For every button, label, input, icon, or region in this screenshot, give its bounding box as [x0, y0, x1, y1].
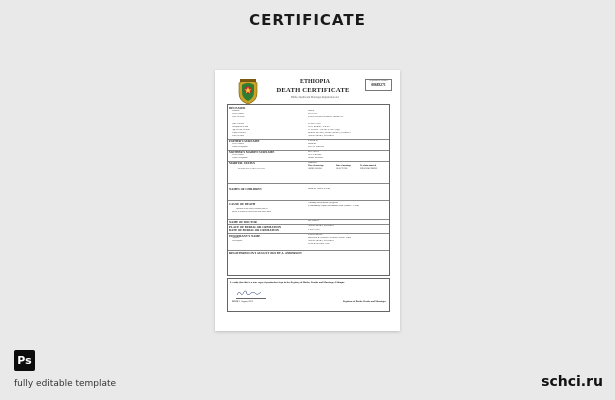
section-heading: DATE OF BURIAL OR CREMATION — [229, 228, 279, 232]
certificate-date — [232, 300, 253, 303]
row-value: HOME MAKER — [308, 157, 323, 159]
row-value: BERHE ISLAND, ADDIS ABABA, ETHIOPIA — [308, 132, 351, 134]
signature-line — [236, 298, 266, 299]
row-label: Age & Date of birth — [232, 129, 250, 131]
registration-number-label: Registration Number — [369, 80, 388, 82]
row-label: Description — [232, 240, 243, 242]
row-value: LUCY MARIE — [308, 154, 322, 156]
row-value: ROBERT — [308, 143, 317, 145]
marriage-label: MARRIAGE PARTICULARS — [238, 168, 265, 170]
section-heading: NAMES OF CHILDREN — [229, 187, 262, 191]
row-label: Usual residence — [232, 132, 246, 134]
row-label: Place of death — [232, 116, 245, 118]
row-label: Date of death — [232, 123, 244, 125]
row-value: 29 JULY 2022 — [308, 123, 321, 125]
certification-box — [227, 278, 390, 312]
row-value: FUNERAL DIRECTOR — [308, 243, 330, 245]
brand-name: schci.ru — [541, 374, 603, 390]
row-label: Given Names — [232, 154, 244, 156]
tagline: fully editable template — [14, 379, 117, 389]
section-heading-label: MOTHER'S MAIDEN SURNAME — [229, 150, 275, 154]
registered-by: REGISTERED ON 9 AUGUST 2022 BY A. ANDERSON — [229, 251, 302, 255]
photoshop-logo-icon: Ps — [14, 350, 35, 371]
section-heading: NAME OF DOCTOR — [229, 219, 257, 224]
particulars-table — [227, 104, 390, 276]
marriage-header: Date of marriage — [336, 165, 352, 167]
row-value: 25 YEARS - 3 MARCH 1997 (Age) — [308, 129, 340, 131]
date-value: 1 August 2022 — [239, 300, 254, 303]
burial-date-value: 2 JULY 2022 — [308, 228, 320, 231]
page-title: CERTIFICATE — [249, 11, 366, 29]
cause-line: Coronary artery disease (as given) — [308, 201, 339, 204]
certification-statement: I certify that this is a true copy of particulars kept in the Registry of Births, Deaths and Marriages Ethiopia — [230, 281, 345, 284]
row-value: ETHIO TIKUR GENERAL HOSPITAL — [308, 116, 344, 118]
row-label: Address — [232, 237, 240, 239]
marriage-header: Place of marriage — [308, 165, 324, 167]
coat-of-arms-icon — [236, 77, 260, 105]
section-heading-value: MCCARDY — [308, 150, 320, 153]
cause-note: Operation in the body-Performed name of — [236, 208, 268, 210]
informant-value: ETHIO ISRAEL — [308, 234, 323, 236]
row-label: Given Names — [232, 143, 244, 145]
row-value: DREW — [308, 110, 315, 112]
section-heading: CAUSE OF DEATH — [229, 202, 256, 206]
cause-note: disease in relation to which death from cause stated — [232, 210, 271, 213]
row-value: FLAT BURSH / SALES — [308, 126, 330, 128]
document-title: DEATH CERTIFICATE — [276, 87, 350, 94]
row-label: Given Names — [232, 113, 244, 115]
registration-number: 00683271 — [371, 83, 386, 87]
row-label: Place of birth — [232, 135, 244, 137]
registrar-title: Registrar of Births, Deaths and Marriages — [342, 300, 386, 303]
section-heading-value: Widowed — [308, 161, 317, 164]
section-heading-label: MARITAL STATUS — [229, 161, 256, 165]
signature-icon — [236, 289, 262, 297]
row-label: Surname — [232, 110, 240, 112]
marriage-value: 16 OCT 1965 — [336, 168, 348, 170]
table-row — [228, 243, 389, 246]
certificate-document — [215, 70, 400, 331]
section-heading: DECEASED — [229, 106, 246, 110]
row-label: Occupation at date — [232, 126, 249, 128]
section-heading: INFORMANT'S NAME — [229, 233, 261, 238]
marriage-value: WILLIAMS DREW — [360, 168, 378, 170]
marriage-value-row — [228, 168, 389, 171]
row-value: ADDIS ABABA, ETHIOPIA — [308, 135, 334, 137]
doctor-value: DR. SMITH — [308, 220, 319, 222]
row-label: Usual Occupation — [232, 157, 248, 159]
children-value: ROBERT DREW (FAM) — [308, 187, 330, 190]
table-row — [228, 116, 389, 119]
divider — [228, 183, 389, 184]
burial-place-value: ADDIS ABABA, ETHIOPIA — [308, 225, 334, 227]
section-heading: PLACE OF BURIAL OR CREMATION — [229, 224, 282, 229]
section-heading-label: FATHER'S SURNAME — [229, 139, 260, 143]
cause-line: (Contributory: Lupus) Pneumonia Acute (Failure - 1 Year) — [308, 204, 360, 207]
row-label: Usual Occupation — [232, 146, 248, 148]
row-value: LUCIA D. — [308, 113, 318, 115]
date-label: DATE — [232, 300, 239, 303]
row-value: ADDIS ABABA, ETHIOPIA — [308, 240, 334, 242]
issuing-act: Births, Deaths and Marriages Registration Act — [291, 96, 339, 99]
marriage-header: To whom married — [360, 165, 376, 167]
section-heading-value: ETHIOPIA — [308, 139, 319, 142]
marriage-value: ADDIS ABABA — [308, 168, 323, 170]
country-name: ETHIOPIA — [299, 79, 330, 85]
row-value: LOCAL WRITER — [308, 146, 325, 148]
row-value: BOWERS & CORRIE FUNERAL DIRECTORS — [308, 237, 352, 239]
registration-number-box — [365, 79, 392, 91]
